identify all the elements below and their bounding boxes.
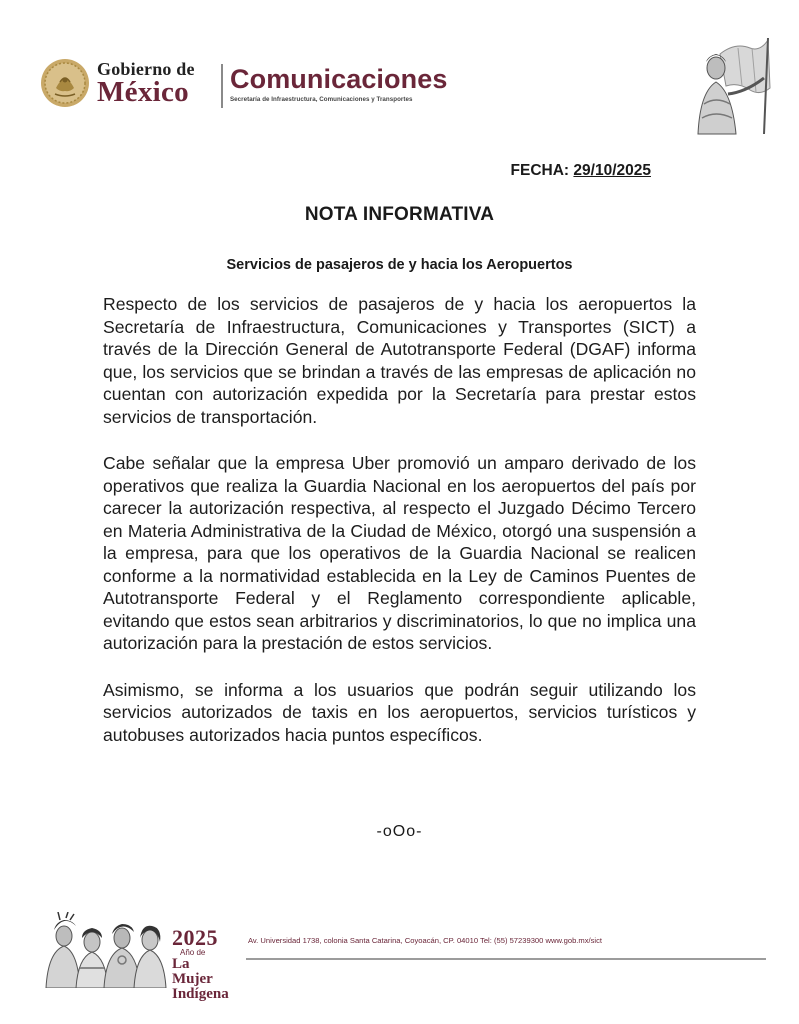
document-title: NOTA INFORMATIVA (304, 204, 495, 225)
closing-mark: -oOo- (376, 823, 423, 840)
paragraph-2: Cabe señalar que la empresa Uber promovió un amparo derivado de los operativos que realiza la Guardia Nacional en los aeropuertos del país por carecer la autorización respectiva, al respecto el Juzgado Décimo Tercero en Materia Administrativa de la Ciudad de México, otorgó una suspensión a la empresa, para que los operativos de la Guardia Nacional se realicen conforme a la normatividad establecida en la Ley de Caminos Puentes de Autotransporte Federal y el Reglamento correspondiente aplicable, evitando que estos sean arbitrarios y discriminatorios, lo que no implica una autorización para la prestación de estos servicios. (103, 453, 696, 653)
mexico-seal-icon (40, 58, 90, 108)
year-caption: Año de (180, 948, 206, 957)
footer-divider (246, 958, 766, 960)
header-divider (221, 64, 223, 108)
document-subject: Servicios de pasajeros de y hacia los Aeropuertos (226, 257, 573, 273)
gob-line-1: Gobierno de (97, 59, 195, 79)
department-name: Comunicaciones (230, 64, 448, 94)
year-number: 2025 (172, 925, 218, 950)
year-theme-line-2: Indígena (172, 986, 229, 1002)
department-subtitle: Secretaría de Infraestructura, Comunicaciones y Transportes (230, 96, 413, 103)
document-date (511, 162, 651, 180)
paragraph-1: Respecto de los servicios de pasajeros de y hacia los aeropuertos la Secretaría de Infraestructura, Comunicaciones y Transportes (SICT) a través de la Dirección General de Autotransporte Federal (DGAF) informa que, los servicios que se brindan a través de las empresas de aplicación no cuentan con autorización expedida por la Secretaría para prestar estos servicios de transportación. (103, 294, 696, 427)
year-emblem (172, 927, 234, 1002)
gob-line-2: México (97, 76, 189, 108)
indigenous-women-illustration (42, 912, 168, 988)
date-label: FECHA: (510, 162, 570, 179)
date-value: 29/10/2025 (573, 162, 651, 179)
paragraph-3: Asimismo, se informa a los usuarios que podrán seguir utilizando los servicios autorizados de taxis en los aeropuertos, servicios turísticos y autobuses autorizados hacia puntos específicos. (103, 679, 696, 745)
letterhead (40, 56, 480, 116)
year-theme-line-1: La Mujer (172, 956, 213, 987)
government-wordmark (97, 60, 222, 106)
heroine-flag-illustration (690, 34, 772, 136)
department-wordmark (230, 64, 447, 103)
footer-address: Av. Universidad 1738, colonia Santa Catarina, Coyoacán, CP. 04010 Tel: (55) 57239300 www.gob.mx/sict (248, 936, 603, 945)
document-body (103, 293, 696, 770)
